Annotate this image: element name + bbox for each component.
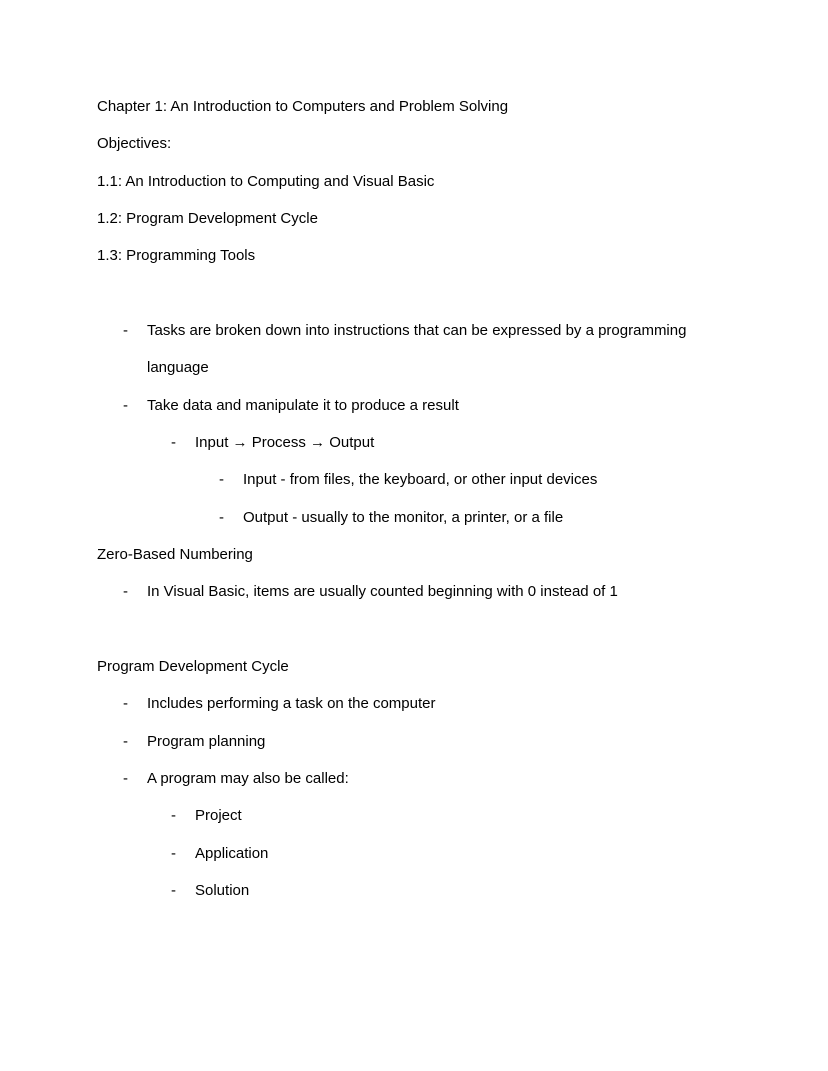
bullet-text: Input → Process → Output [195,433,375,451]
objectives-label: Objectives: [97,135,172,153]
bullet-dash-icon: - [171,433,176,451]
bullet-item [97,872,731,909]
bullet-text: Program planning [147,732,266,750]
bullet-text: Includes performing a task on the computer [147,695,436,713]
bullet-item [97,797,731,834]
bullet-text: Solution [195,881,250,899]
bullet-dash-icon: - [123,769,128,787]
bullet-item [97,312,731,387]
bullet-item [97,835,731,872]
bullet-dash-icon: - [171,844,176,862]
bullet-text: A program may also be called: [147,769,349,787]
program-development-cycle-heading: Program Development Cycle [97,657,289,675]
zero-based-numbering-heading: Zero-Based Numbering [97,545,253,563]
blank-line [97,611,731,648]
bullet-text: Output - usually to the monitor, a printer, or a file [243,508,564,526]
bullet-item [97,499,731,536]
bullet-text: Project [195,807,242,825]
bullet-item [97,723,731,760]
bullet-dash-icon: - [219,508,224,526]
bullet-dash-icon: - [171,881,176,899]
bullet-item [97,573,731,610]
bullet-dash-icon: - [123,732,128,750]
bullet-dash-icon: - [219,471,224,489]
bullet-item [97,424,731,461]
bullet-dash-icon: - [123,695,128,713]
bullet-dash-icon: - [171,807,176,825]
bullet-item [97,760,731,797]
objective-1-1: 1.1: An Introduction to Computing and Visual Basic [97,172,435,190]
bullet-dash-icon: - [123,321,128,339]
objective-1-3: 1.3: Programming Tools [97,247,256,265]
bullet-text: Input - from files, the keyboard, or other input devices [243,471,598,489]
bullet-dash-icon: - [123,396,128,414]
bullet-dash-icon: - [123,583,128,601]
chapter-title: Chapter 1: An Introduction to Computers and Problem Solving [97,98,509,115]
bullet-item [97,461,731,498]
bullet-text: Take data and manipulate it to produce a result [147,396,459,414]
bullet-item [97,387,731,424]
bullet-text: In Visual Basic, items are usually counted beginning with 0 instead of 1 [147,583,618,601]
bullet-item [97,685,731,722]
bullet-text: Tasks are broken down into instructions that can be expressed by a programming language [147,321,687,377]
objective-1-2: 1.2: Program Development Cycle [97,209,318,227]
blank-line [97,275,731,312]
bullet-text: Application [195,844,269,862]
